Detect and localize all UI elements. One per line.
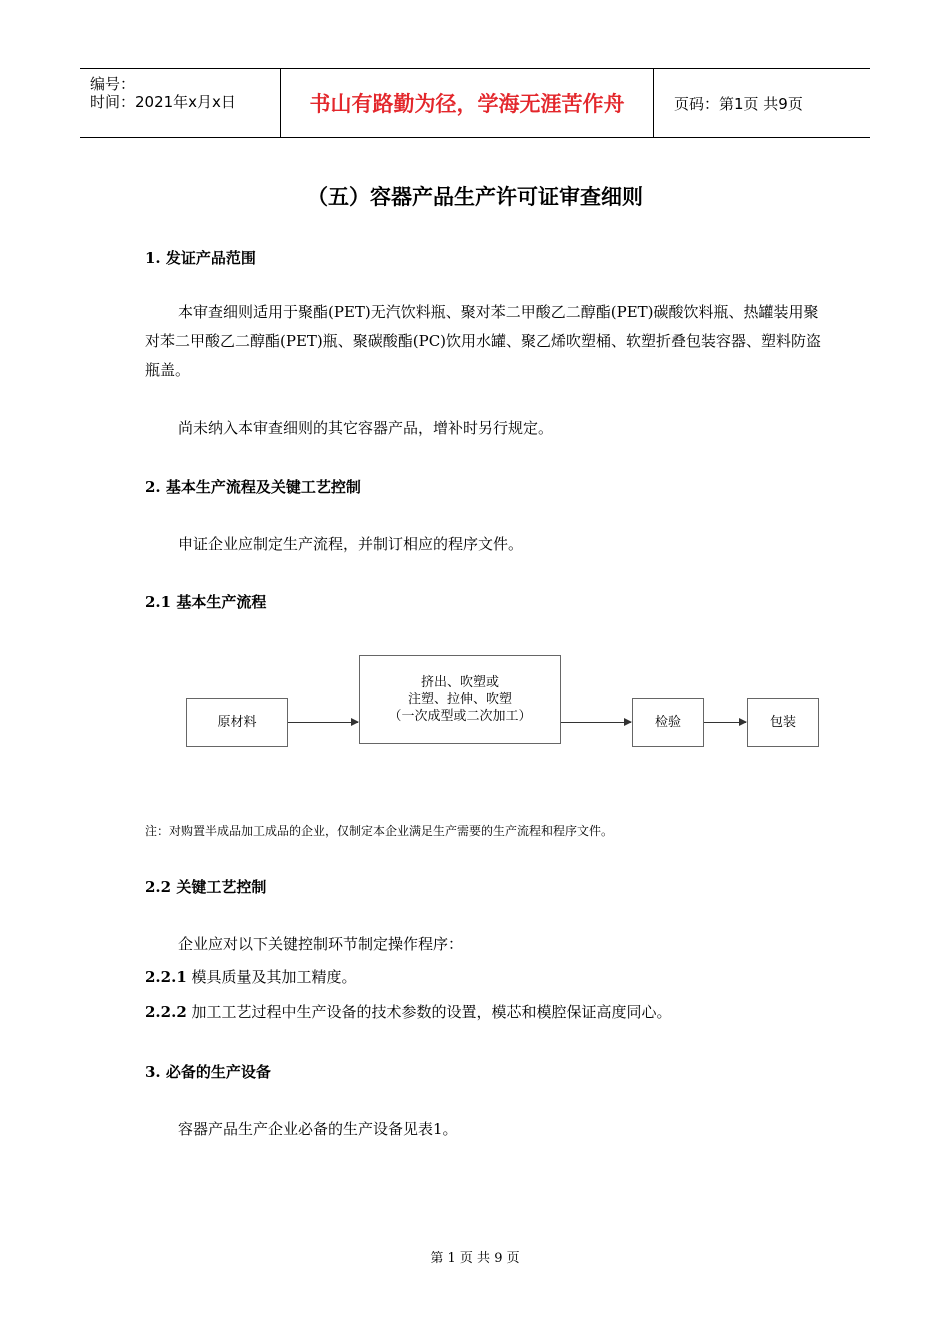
page-footer: 第 1 页 共 9 页 bbox=[430, 1251, 520, 1266]
section1-paragraph1: 本审查细则适用于聚酯(PET)无汽饮料瓶、聚对苯二甲酸乙二醇酯(PET)碳酸饮料瓶、热罐装用聚对苯二甲酸乙二醇酯(PET)瓶、聚碳酸酯(PC)饮用水罐、聚乙烯吹塑桶、软塑折叠包装容器、塑料防盗瓶盖。 bbox=[145, 303, 822, 379]
item-text: 加工工艺过程中生产设备的技术参数的设置，模芯和模腔保证高度同心。 bbox=[186, 1003, 672, 1021]
section2-heading: 2. 基本生产流程及关键工艺控制 bbox=[145, 478, 361, 496]
flow-arrow bbox=[288, 722, 358, 723]
item-number: 2.2.2 bbox=[145, 1003, 187, 1021]
header-slogan: 书山有路勤为径，学海无涯苦作舟 bbox=[281, 69, 654, 137]
page-label: 页码：第1页 共9页 bbox=[674, 94, 803, 113]
item-2-2-1 bbox=[145, 963, 825, 992]
section2-1-heading: 2.1 基本生产流程 bbox=[145, 593, 267, 611]
flow-step-packaging bbox=[747, 698, 819, 747]
section3-heading: 3. 必备的生产设备 bbox=[145, 1063, 271, 1081]
flow-step-label: 注塑、拉伸、吹塑 bbox=[407, 692, 512, 707]
flow-arrow bbox=[704, 722, 746, 723]
flow-step-label: 包装 bbox=[769, 715, 796, 730]
section3-paragraph: 容器产品生产企业必备的生产设备见表1。 bbox=[178, 1120, 458, 1138]
section2-paragraph: 申证企业应制定生产流程，并制订相应的程序文件。 bbox=[178, 535, 524, 553]
flow-step-label: 挤出、吹塑或 bbox=[420, 675, 499, 690]
header-page-cell bbox=[664, 69, 870, 137]
section2-2-heading: 2.2 关键工艺控制 bbox=[145, 878, 267, 896]
item-text: 模具质量及其加工精度。 bbox=[186, 968, 357, 986]
flow-step-inspection bbox=[632, 698, 704, 747]
header-info-cell bbox=[80, 69, 281, 137]
section2-2-paragraph: 企业应对以下关键控制环节制定操作程序： bbox=[178, 935, 464, 953]
flow-step-forming bbox=[359, 655, 561, 744]
section1-paragraph2: 尚未纳入本审查细则的其它容器产品，增补时另行规定。 bbox=[178, 419, 554, 437]
section1-heading: 1. 发证产品范围 bbox=[145, 249, 256, 267]
flow-step-label: 原材料 bbox=[217, 715, 257, 730]
flow-step-label: 检验 bbox=[654, 715, 681, 730]
flow-note: 注：对购置半成品加工成品的企业，仅制定本企业满足生产需要的生产流程和程序文件。 bbox=[145, 824, 614, 838]
item-number: 2.2.1 bbox=[145, 968, 187, 986]
flow-step-raw-material bbox=[186, 698, 288, 747]
flow-step-label: （一次成型或二次加工） bbox=[388, 709, 532, 724]
item-2-2-2 bbox=[145, 998, 825, 1027]
number-label: 编号： bbox=[90, 75, 136, 93]
date-label: 时间：2021年x月x日 bbox=[90, 93, 236, 111]
flow-arrow bbox=[561, 722, 631, 723]
document-title: （五）容器产品生产许可证审查细则 bbox=[307, 185, 643, 209]
page-header bbox=[80, 68, 870, 138]
